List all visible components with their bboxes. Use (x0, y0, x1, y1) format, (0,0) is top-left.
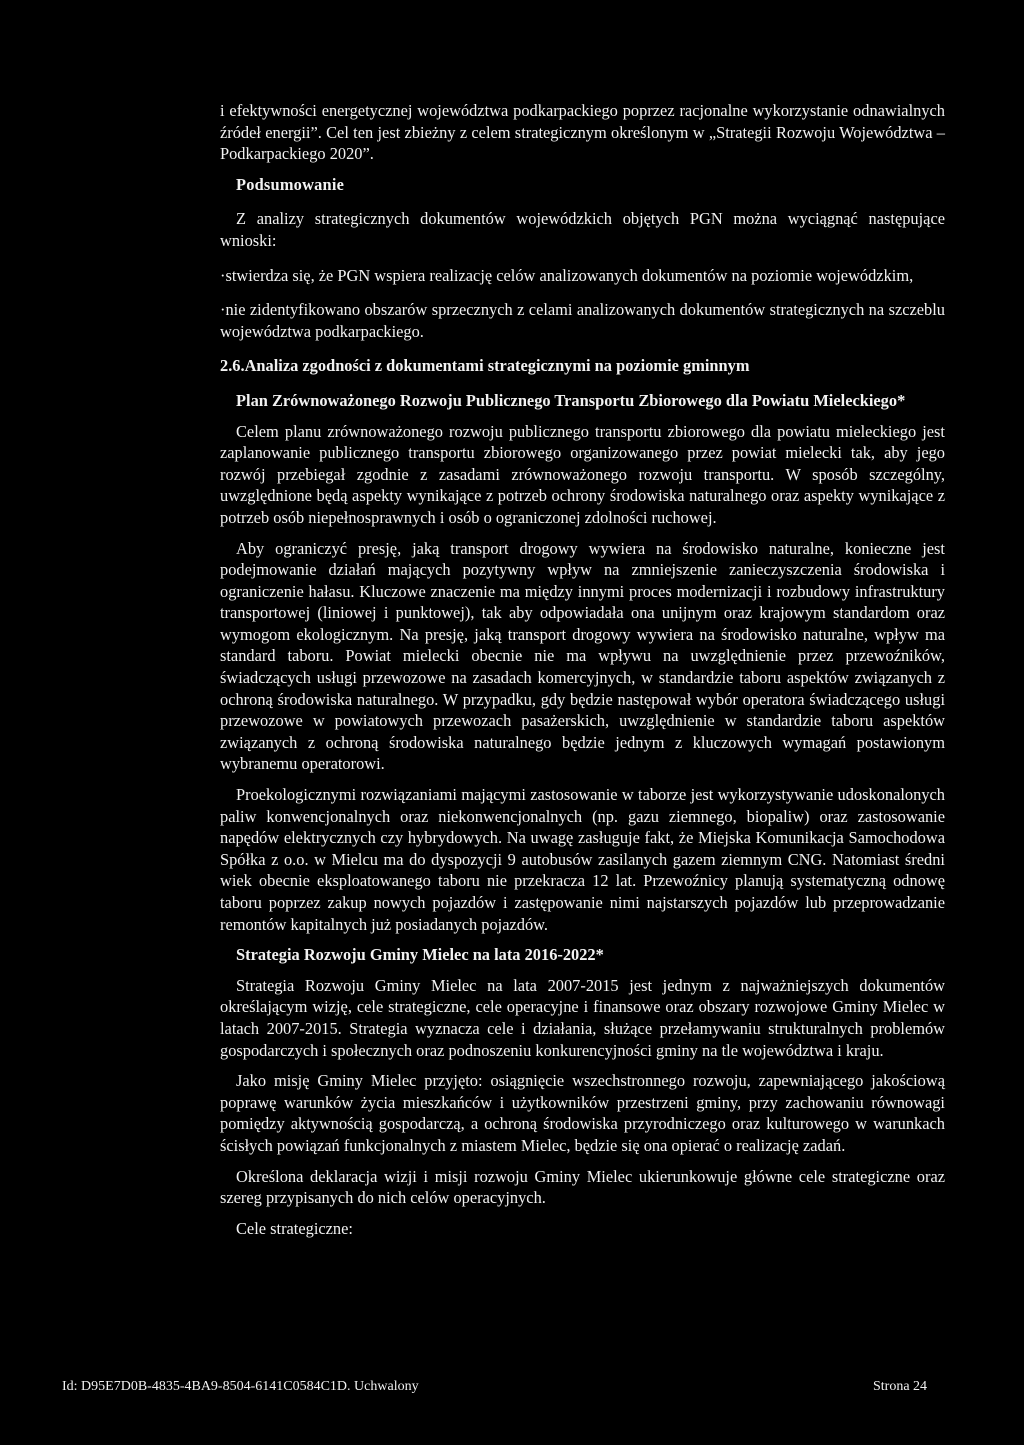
plan-paragraph: Aby ograniczyć presję, jaką transport drogowy wywiera na środowisko naturalne, konieczne jest podejmowanie działań mających pozytywny wpływ na zmniejszenie zanieczyszczenia środowiska i ograniczenie hałasu. Kluczowe znaczenie ma między innymi proces modernizacji i rozbudowy infrastruktury transportowej (liniowej i punktowej), tak aby odpowiadała ona unijnym oraz krajowym standardom oraz wymogom ekologicznym. Na presję, jaką transport drogowy wywiera na środowisko naturalne, wpływ ma standard taboru. Powiat mielecki obecnie nie ma wpływu na uwzględnienie przez przewoźników, świadczących usługi przewozowe na zasadach komercyjnych, w standardzie taboru aspektów związanych z ochroną środowiska naturalnego. W przypadku, gdy będzie następował wybór operatora świadczącego usługi przewozowe w powiatowych przewozach pasażerskich, uwzględnienie w standardzie taboru aspektów związanych z ochroną środowiska naturalnego będzie jednym z kluczowych wymagań postawionym wybranemu operatorowi. (220, 538, 945, 774)
summary-lead: Z analizy strategicznych dokumentów wojewódzkich objętych PGN można wyciągnąć następujące wnioski: (220, 209, 945, 250)
plan-paragraph: Proekologicznymi rozwiązaniami mającymi zastosowanie w taborze jest wykorzystywanie udoskonalonych paliw konwencjonalnych oraz niekonwencjonalnych (np. gazu ziemnego, biopaliw) oraz zastosowanie napędów elektrycznych czy hybrydowych. Na uwagę zasługuje fakt, że Miejska Komunikacja Samochodowa Spółka z o.o. w Mielcu ma do dyspozycji 9 autobusów zasilanych gazem ziemnym CNG. Natomiast średni wiek obecnie eksploatowanego taboru nie przekracza 12 lat. Przewoźnicy planują systematyczną odnowę taboru poprzez zakup nowych pojazdów i zastępowanie nimi najstarszych pojazdów lub przeprowadzanie remontów kapitalnych już posiadanych pojazdów. (220, 785, 945, 934)
strategy-paragraph: Określona deklaracja wizji i misji rozwoju Gminy Mielec ukierunkowuje główne cele strategiczne oraz szereg przypisanych do nich celów operacyjnych. (220, 1166, 945, 1208)
strategy-heading: Strategia Rozwoju Gminy Mielec na lata 2016-2022* (236, 945, 604, 965)
bullet-mark: · (220, 300, 226, 320)
document-id-footer: Id: D95E7D0B-4835-4BA9-8504-6141C0584C1D. Uchwalony (62, 1379, 419, 1394)
plan-paragraph: Celem planu zrównoważonego rozwoju publicznego transportu zbiorowego dla powiatu mieleckiego jest zaplanowanie publicznego transportu zbiorowego organizowanego przez powiat mielecki tak, aby jego rozwój przebiegał zgodnie z zasadami zrównoważonego rozwoju transportu. W sposób szczególny, uwzględnione będą aspekty wynikające z potrzeb ochrony środowiska naturalnego oraz aspekty wynikające z potrzeb osób niepełnosprawnych i osób o ograniczonej zdolności ruchowej. (220, 421, 945, 527)
strategy-paragraph: Jako misję Gminy Mielec przyjęto: osiągnięcie wszechstronnego rozwoju, zapewniającego jakościową poprawę warunków życia mieszkańców i użytkowników przestrzeni gminy, przy zachowaniu równowagi pomiędzy aktywnością gospodarczą, a ochroną środowiska przyrodniczego oraz kulturowego w warunkach ścisłych powiązań funkcjonalnych z miastem Mielec, będzie się ona opierać o realizację zadań. (220, 1071, 945, 1155)
strategy-paragraph: Strategia Rozwoju Gminy Mielec na lata 2007-2015 jest jednym z najważniejszych dokumentów określającym wizję, cele strategiczne, cele operacyjne i finansowe oraz obszary rozwojowe Gminy Mielec w latach 2007-2015. Strategia wyznacza cele i działania, służące przełamywaniu strukturalnych problemów gospodarczych i społecznych oraz podnoszeniu konkurencyjności gminy na tle województwa i kraju. (220, 975, 945, 1060)
plan-heading: Plan Zrównoważonego Rozwoju Publicznego Transportu Zbiorowego dla Powiatu Mieleckiego* (236, 390, 906, 410)
bullet-mark: · (220, 265, 226, 285)
section-heading: 2.6.Analiza zgodności z dokumentami strategicznymi na poziomie gminnym (220, 356, 750, 376)
intro-paragraph: i efektywności energetycznej województwa podkarpackiego poprzez racjonalne wykorzystanie odnawialnych źródeł energii”. Cel ten jest zbieżny z celem strategicznym określonym w „Strategii Rozwoju Województwa – Podkarpackiego 2020”. (220, 101, 945, 164)
strategy-paragraph: Cele strategiczne: (236, 1218, 353, 1238)
bullet-item (220, 265, 945, 287)
page-number: Strona 24 (873, 1379, 928, 1394)
summary-heading: Podsumowanie (236, 174, 345, 194)
document-body (220, 100, 945, 1239)
bullet-text: stwierdza się, że PGN wspiera realizację celów analizowanych dokumentów na poziomie wojewódzkim, (225, 265, 914, 285)
bullet-item (220, 299, 945, 342)
bullet-text: nie zidentyfikowano obszarów sprzecznych z celami analizowanych dokumentów strategicznych na szczeblu województwa podkarpackiego. (220, 300, 945, 341)
